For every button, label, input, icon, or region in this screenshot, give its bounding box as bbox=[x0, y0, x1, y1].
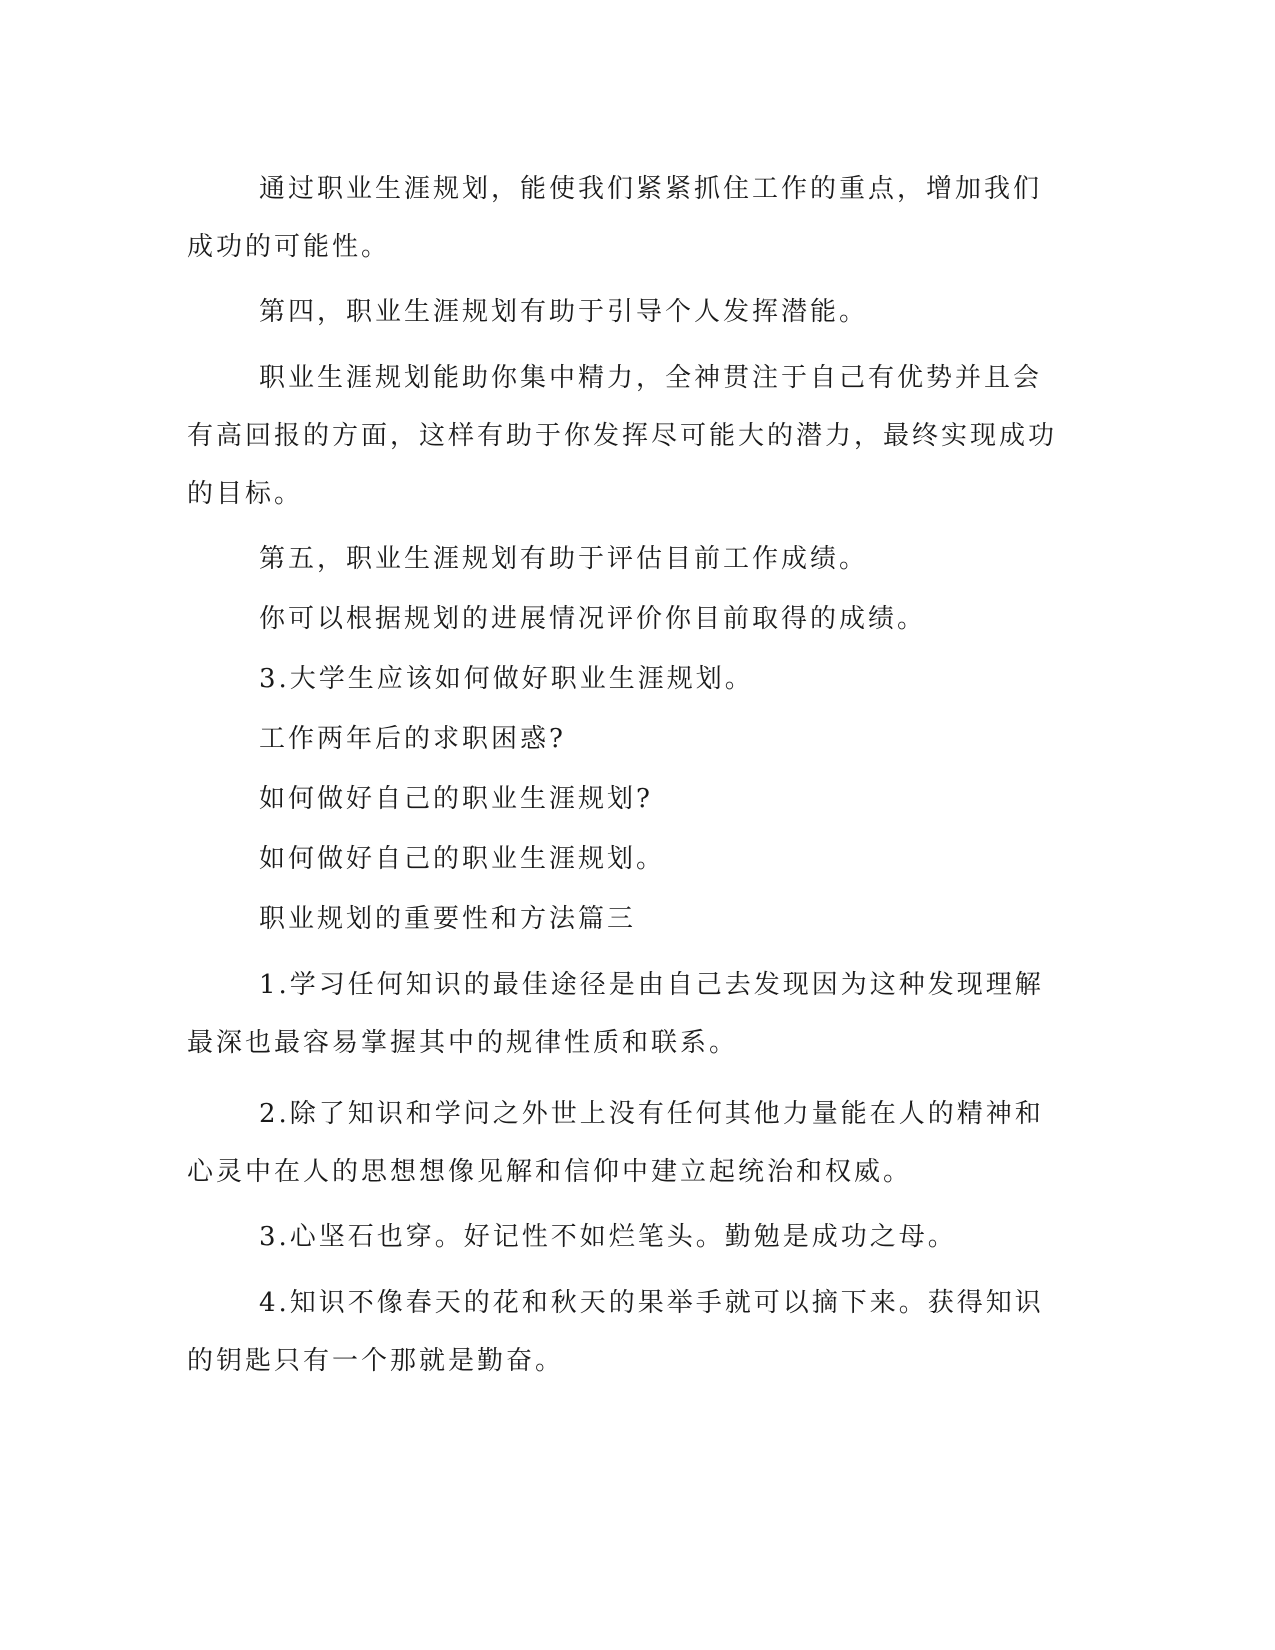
paragraph: 你可以根据规划的进展情况评价你目前取得的成绩。 bbox=[259, 604, 927, 634]
section-heading: 职业规划的重要性和方法篇三 bbox=[259, 904, 637, 934]
list-item: 3.心坚石也穿。好记性不如烂笔头。勤勉是成功之母。 bbox=[259, 1222, 957, 1252]
paragraph: 第五，职业生涯规划有助于评估目前工作成绩。 bbox=[259, 544, 869, 574]
paragraph: 工作两年后的求职困惑? bbox=[259, 724, 566, 754]
paragraph: 通过职业生涯规划，能使我们紧紧抓住工作的重点，增加我们成功的可能性。 bbox=[187, 174, 1043, 262]
list-item: 2.除了知识和学问之外世上没有任何其他力量能在人的精神和心灵中在人的思想想像见解和信仰中建立起统治和权威。 bbox=[187, 1099, 1044, 1187]
list-item: 1.学习任何知识的最佳途径是由自己去发现因为这种发现理解最深也最容易掌握其中的规律性质和联系。 bbox=[187, 970, 1044, 1058]
paragraph: 职业生涯规划能助你集中精力，全神贯注于自己有优势并且会有高回报的方面，这样有助于你发挥尽可能大的潜力，最终实现成功的目标。 bbox=[187, 363, 1058, 509]
section-heading: 3.大学生应该如何做好职业生涯规划。 bbox=[259, 664, 754, 694]
paragraph: 如何做好自己的职业生涯规划。 bbox=[259, 844, 666, 874]
document-body bbox=[187, 160, 1067, 1403]
paragraph: 第四，职业生涯规划有助于引导个人发挥潜能。 bbox=[259, 297, 869, 327]
paragraph: 如何做好自己的职业生涯规划? bbox=[259, 784, 653, 814]
list-item: 4.知识不像春天的花和秋天的果举手就可以摘下来。获得知识的钥匙只有一个那就是勤奋。 bbox=[187, 1288, 1044, 1376]
